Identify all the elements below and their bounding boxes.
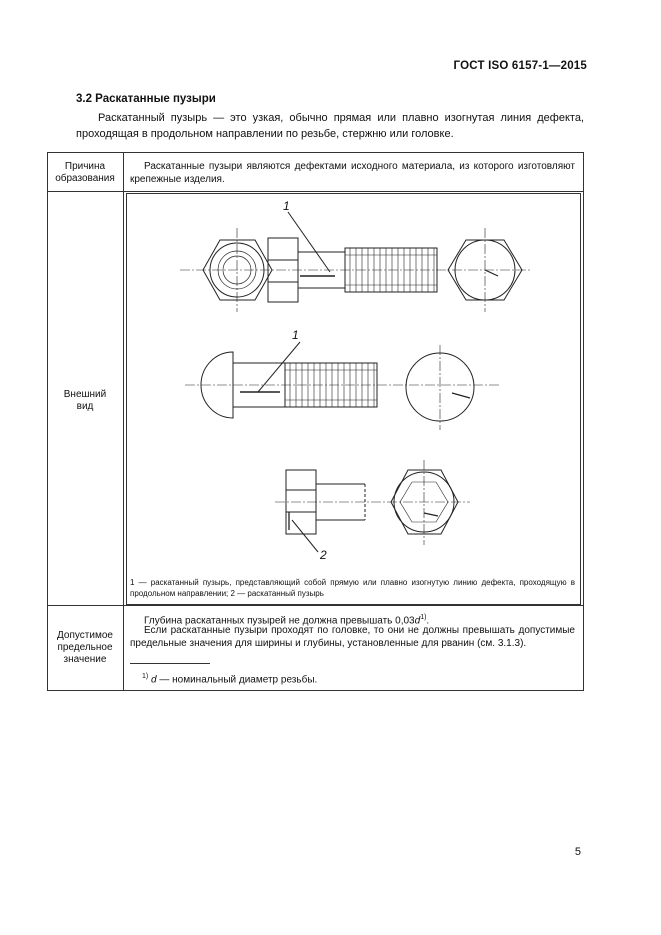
limit-line2: Если раскатанные пузыри проходят по головке, то они не должны превышать допустимые предельные значения для ширины и глубины, установленные для рванин (см. 3.1.3). [130,625,575,649]
figure-caption: 1 — раскатанный пузырь, представляющий собой прямую или плавно изогнутую линию дефекта, проходящую в продольном направлении; 2 — раскатанный пузырь [130,578,575,598]
limit-line1-text: Глубина раскатанных пузырей не должна превышать 0,03 [144,615,415,627]
callout-1-top: 1 [283,199,290,213]
footnote-separator [130,663,210,664]
callout-1-middle: 1 [292,328,299,342]
cause-text: Раскатанные пузыри являются дефектами исходного материала, из которого изготовляют крепежные изделия. [130,161,575,185]
footnote-mark: 1) [142,673,149,680]
row-label-appearance: Внешний вид [63,389,107,412]
limit-footnote-ref: 1) [420,614,427,621]
footnote-var: d [151,674,157,686]
lower-hex-bolt-side-view [286,470,365,552]
row-label-cause: Причина образования [55,161,115,184]
limit-line1-var: d [414,615,421,627]
footnote-text: — номинальный диаметр резьбы. [156,674,318,686]
page-number: 5 [574,846,581,858]
footnote [142,671,317,687]
section-intro: Раскатанный пузырь — это узкая, обычно прямая или плавно изогнутая линия дефекта, проходящая в продольном направлении по резьбе, стержню или головке. [76,112,584,140]
standard-header: ГОСТ ISO 6157-1—2015 [453,60,587,72]
section-heading: 3.2 Раскатанные пузыри [76,93,216,105]
limit-line1-end: . [426,615,430,627]
row-label-limit: Допустимое предельное значение [57,630,113,665]
callout-2: 2 [320,548,327,562]
